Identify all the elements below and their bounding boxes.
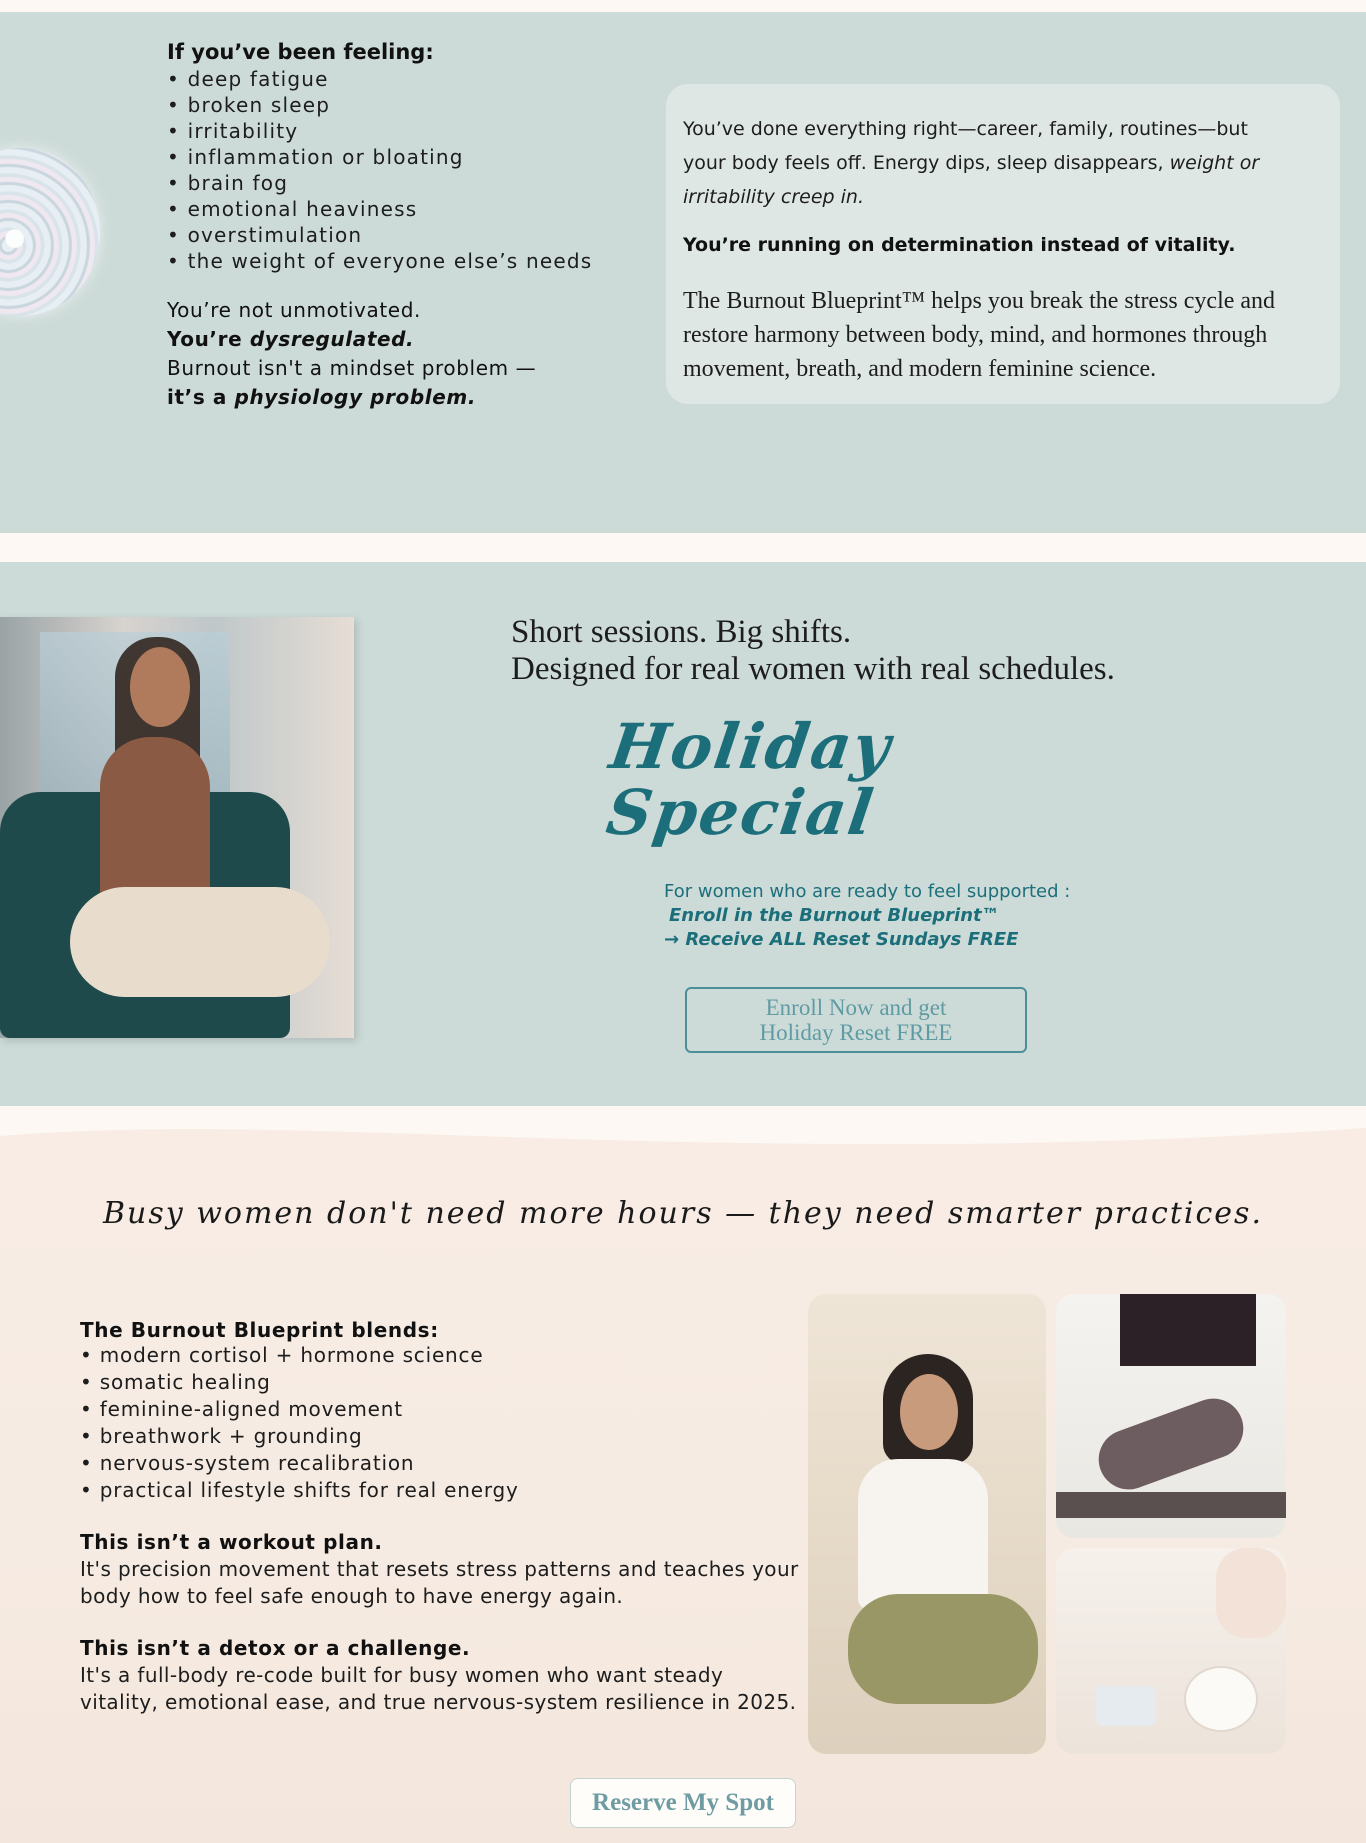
symptoms-list (167, 66, 627, 274)
woman-journaling-photo (808, 1294, 1046, 1754)
list-item: • emotional heaviness (167, 196, 627, 222)
reserve-spot-button[interactable]: Reserve My Spot (570, 1778, 796, 1828)
block-text: It's a full-body re-code built for busy women who want steady vitality, emotional ease, and true nervous-system resilience in 2025. (80, 1663, 797, 1714)
list-item: • modern cortisol + hormone science (80, 1342, 800, 1369)
tea-set-photo (1056, 1548, 1286, 1754)
offer-bonus: → Receive ALL Reset Sundays FREE (664, 929, 1019, 950)
block-text: It's precision movement that resets stress patterns and teaches your body how to feel safe enough to have energy again. (80, 1557, 799, 1608)
list-item: • inflammation or bloating (167, 144, 627, 170)
offer-enroll: Enroll in the Burnout Blueprint™ (669, 905, 1000, 926)
list-item: • deep fatigue (167, 66, 627, 92)
statement-line: Burnout isn't a mindset problem — (167, 356, 537, 380)
holiday-offer (664, 881, 1070, 950)
statement-line: You’re not unmotivated. (167, 298, 421, 322)
dysregulation-statement (167, 296, 627, 412)
list-item: • irritability (167, 118, 627, 144)
tagline-line: Designed for real women with real schedules. (511, 651, 1115, 687)
blends-heading: The Burnout Blueprint blends: (80, 1318, 439, 1342)
detox-block (80, 1635, 800, 1716)
holiday-section (0, 562, 1366, 1106)
tagline-line: Short sessions. Big shifts. (511, 614, 852, 650)
list-item: • somatic healing (80, 1369, 800, 1396)
list-item: • the weight of everyone else’s needs (167, 248, 627, 274)
seashell-image (0, 148, 100, 316)
list-item: • feminine-aligned movement (80, 1396, 800, 1423)
symptoms-section (0, 12, 1366, 533)
list-item: • breathwork + grounding (80, 1423, 800, 1450)
offer-intro: For women who are ready to feel supported : (664, 881, 1071, 902)
statement-line: You’re dysregulated. (167, 327, 415, 351)
symptoms-block (167, 40, 627, 412)
woman-exercising-photo (1056, 1294, 1286, 1538)
intro-emphasis: You’re running on determination instead of vitality. (683, 234, 1236, 256)
blueprint-blends (80, 1318, 800, 1716)
button-label: Enroll Now and get (765, 995, 947, 1020)
intro-paragraph: You’ve done everything right—career, family, routines—but your body feels off. Energy dips, sleep disappears, weight or irritability creep in. (683, 118, 1260, 208)
list-item: • overstimulation (167, 222, 627, 248)
section-quote: Busy women don't need more hours — they need smarter practices. (102, 1196, 1263, 1231)
practices-section (0, 1106, 1366, 1843)
intro-card (666, 84, 1340, 404)
button-label: Holiday Reset FREE (759, 1020, 953, 1045)
symptoms-heading: If you’ve been feeling: (167, 40, 434, 64)
workout-plan-block (80, 1529, 800, 1610)
enroll-now-button[interactable] (685, 987, 1027, 1053)
wave-divider (0, 1106, 1366, 1146)
list-item: • nervous-system recalibration (80, 1450, 800, 1477)
list-item: • practical lifestyle shifts for real energy (80, 1477, 800, 1504)
list-item: • broken sleep (167, 92, 627, 118)
woman-meditating-photo (0, 617, 354, 1038)
list-item: • brain fog (167, 170, 627, 196)
program-description: The Burnout Blueprint™ helps you break the stress cycle and restore harmony between body, mind, and hormones through movement, breath, and modern feminine science. (683, 288, 1276, 382)
tagline (511, 614, 1115, 688)
holiday-special-title: Holiday Special (602, 710, 897, 849)
block-heading: This isn’t a detox or a challenge. (80, 1636, 471, 1660)
blends-list (80, 1342, 800, 1504)
statement-line: it’s a physiology problem. (167, 385, 477, 409)
block-heading: This isn’t a workout plan. (80, 1530, 383, 1554)
